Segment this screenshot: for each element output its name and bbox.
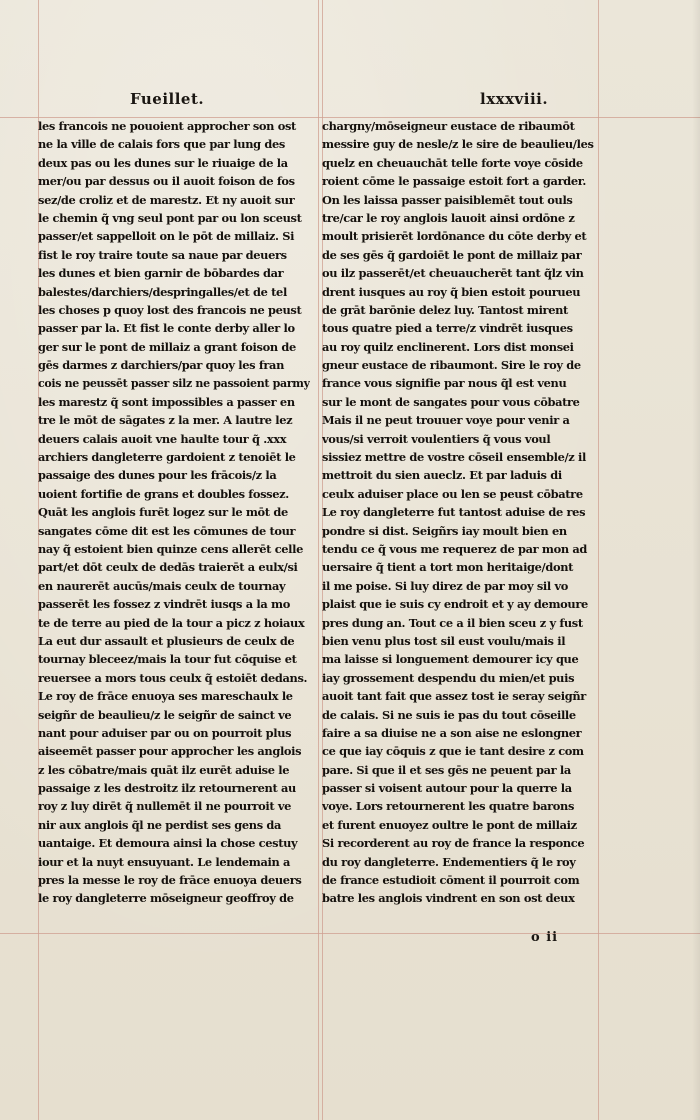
text-line: passer si voisent autour pour la querre la [322, 781, 572, 796]
text-line: roy z luy dirēt q̃ nullemēt il ne pourroit ve [38, 799, 292, 814]
text-line: aiseemēt passer pour approcher les anglois [38, 744, 302, 759]
text-line: faire a sa diuise ne a son aise ne eslongner [322, 725, 582, 740]
text-line: nant pour aduiser par ou on pourroit plus [38, 725, 292, 740]
folio-number: lxxxviii. [480, 90, 549, 108]
text-line: tendu ce q̃ vous me requerez de par mon ad [322, 541, 588, 556]
text-line: ne la ville de calais fors que par lung des [38, 137, 285, 152]
text-line: ceulx aduiser place ou len se peust cōbatre [322, 486, 583, 501]
text-line: mer/ou par dessus ou il auoit foison de fos [38, 174, 295, 189]
text-line: iour et la nuyt ensuyuant. Le lendemain a [38, 854, 291, 869]
text-line: et furent enuoyez oultre le pont de millaiz [322, 817, 577, 832]
text-line: messire guy de nesle/z le sire de beaulieu/les [322, 137, 594, 152]
text-line: voye. Lors retournerent les quatre barons [322, 799, 575, 814]
text-line: passerēt les fossez z vindrēt iusqs a la mo [38, 597, 290, 612]
text-line: passaige des dunes pour les frācois/z la [38, 468, 277, 483]
text-line: Le roy de frāce enuoya ses mareschaulx le [38, 689, 293, 704]
text-line: drent iusques au roy q̃ bien estoit pourueu [322, 284, 581, 299]
text-line: passer par la. Et fist le conte derby aller lo [38, 321, 295, 336]
page-edge-shadow [692, 0, 700, 1120]
text-line: gēs darmes z darchiers/par quoy les fran [38, 358, 285, 373]
text-line: en naurerēt aucūs/mais ceulx de tournay [38, 578, 286, 593]
text-line: passaige z les destroitz ilz retournerent au [38, 781, 296, 796]
text-line: moult prisierēt lordōnance du cōte derby et [322, 229, 587, 244]
text-column-left [38, 117, 310, 908]
text-line: mettroit du sien aueclz. Et par laduis di [322, 468, 562, 483]
text-line: tre/car le roy anglois lauoit ainsi ordōne z [322, 210, 575, 225]
text-line: chargny/mōseigneur eustace de ribaumōt [322, 119, 575, 133]
text-line: deux pas ou les dunes sur le riuaige de la [38, 155, 288, 170]
text-line: deuers calais auoit vne haulte tour q̃ .xxx [38, 431, 287, 446]
text-line: cois ne peussēt passer silz ne passoient parmy [38, 376, 310, 391]
text-line: iay grossement despendu du mien/et puis [322, 670, 575, 685]
text-line: au roy quilz enclinerent. Lors dist monsei [322, 339, 574, 354]
text-line: La eut dur assault et plusieurs de ceulx de [38, 633, 295, 648]
text-line: tous quatre pied a terre/z vindrēt iusques [322, 321, 573, 336]
text-line: gneur eustace de ribaumont. Sire le roy de [322, 358, 581, 373]
text-line: Quāt les anglois furēt logez sur le mōt de [38, 505, 288, 520]
text-line: les dunes et bien garnir de bōbardes dar [38, 266, 284, 281]
text-line: balestes/darchiers/despringalles/et de tel [38, 284, 287, 299]
text-line: quelz en cheuauchāt telle forte voye cōside [322, 155, 583, 170]
text-line: batre les anglois vindrent en son ost deux [322, 891, 575, 906]
text-line: ce que iay cōquis z que ie tant desire z com [322, 744, 584, 759]
text-line: les marestz q̃ sont impossibles a passer en [38, 394, 295, 409]
text-line: du roy dangleterre. Endementiers q̃ le roy [322, 854, 576, 869]
text-line: pondre si dist. Seigñrs iay moult bien en [322, 523, 567, 538]
text-line: ou ilz passerēt/et cheuaucherēt tant q̃lz vin [322, 266, 584, 281]
text-line: sangates cōme dit est les cōmunes de tour [38, 523, 296, 538]
text-line: pres la messe le roy de frāce enuoya deuers [38, 873, 302, 888]
text-line: ma laisse si longuement demourer icy que [322, 652, 579, 667]
text-line: tournay bleceez/mais la tour fut cōquise et [38, 652, 297, 667]
text-line: sez/de croliz et de marestz. Et ny auoit sur [38, 192, 295, 207]
text-line: de calais. Si ne suis ie pas du tout cōseille [322, 707, 576, 722]
text-line: z les cōbatre/mais quāt ilz eurēt aduise le [38, 762, 290, 777]
text-line: ger sur le pont de millaiz a grant foison de [38, 339, 296, 354]
margin-rule-center-left [318, 0, 319, 1120]
text-line: il me poise. Si luy direz de par moy sil vo [322, 578, 568, 593]
text-line: reuersee a mors tous ceulx q̃ estoiēt dedans. [38, 670, 308, 685]
text-line: tre le mōt de sāgates z la mer. A lautre lez [38, 413, 293, 428]
text-line: te de terre au pied de la tour a picz z hoiaux [38, 615, 305, 630]
text-line: Le roy dangleterre fut tantost aduise de res [322, 505, 586, 520]
text-line: seigñr de beaulieu/z le seigñr de sainct ve [38, 707, 292, 722]
text-line: uoient fortifie de grans et doubles fossez. [38, 486, 289, 501]
text-line: pare. Si que il et ses gēs ne peuent par la [322, 762, 571, 777]
text-line: nay q̃ estoient bien quinze cens allerēt celle [38, 541, 304, 556]
text-column-right [322, 117, 594, 908]
text-line: de grāt barōnie delez luy. Tantost mirent [322, 302, 568, 317]
text-line: roient cōme le passaige estoit fort a garder. [322, 174, 586, 189]
text-line: de france estudioit cōment il pourroit com [322, 873, 580, 888]
text-line: vous/si verroit voulentiers q̃ vous voul [322, 431, 551, 446]
margin-rule-right [598, 0, 599, 1120]
text-line: nir aux anglois q̃l ne perdist ses gens da [38, 817, 282, 832]
text-line: Mais il ne peut trouuer voye pour venir a [322, 413, 570, 428]
text-line: Si recorderent au roy de france la responce [322, 836, 585, 851]
text-line: On les laissa passer paisiblemēt tout ouls [322, 192, 573, 207]
text-line: bien venu plus tost sil eust voulu/mais il [322, 633, 566, 648]
text-line: pres dung an. Tout ce a il bien sceu z y fust [322, 615, 583, 630]
text-line: les francois ne pouoient approcher son ost [38, 119, 296, 133]
text-line: plaist que ie suis cy endroit et y ay demoure [322, 597, 588, 612]
text-line: archiers dangleterre gardoient z tenoiēt le [38, 450, 296, 465]
text-line: passer/et sappelloit on le pōt de millaiz. Si [38, 229, 295, 244]
text-line: de ses gēs q̃ gardoiēt le pont de millaiz par [322, 247, 582, 262]
signature-mark: o ii [531, 930, 559, 945]
text-line: sur le mont de sangates pour vous cōbatre [322, 394, 580, 409]
text-line: fist le roy traire toute sa naue par deuers [38, 247, 287, 262]
margin-rule-bottom [0, 933, 700, 934]
text-line: sissiez mettre de vostre cōseil ensemble/z il [322, 450, 586, 465]
text-line: uersaire q̃ tient a tort mon heritaige/dont [322, 560, 574, 575]
text-line: les choses p quoy lost des francois ne peust [38, 302, 302, 317]
text-line: france vous signifie par nous q̃l est venu [322, 376, 567, 391]
text-line: uantaige. Et demoura ainsi la chose cestuy [38, 836, 298, 851]
text-line: le roy dangleterre mōseigneur geoffroy de [38, 891, 294, 906]
text-line: part/et dōt ceulx de dedās traierēt a eulx/si [38, 560, 298, 575]
running-header-left: Fueillet. [130, 90, 205, 108]
text-line: auoit tant fait que assez tost ie seray seigñr [322, 689, 586, 704]
text-line: le chemin q̃ vng seul pont par ou lon sceust [38, 210, 302, 225]
